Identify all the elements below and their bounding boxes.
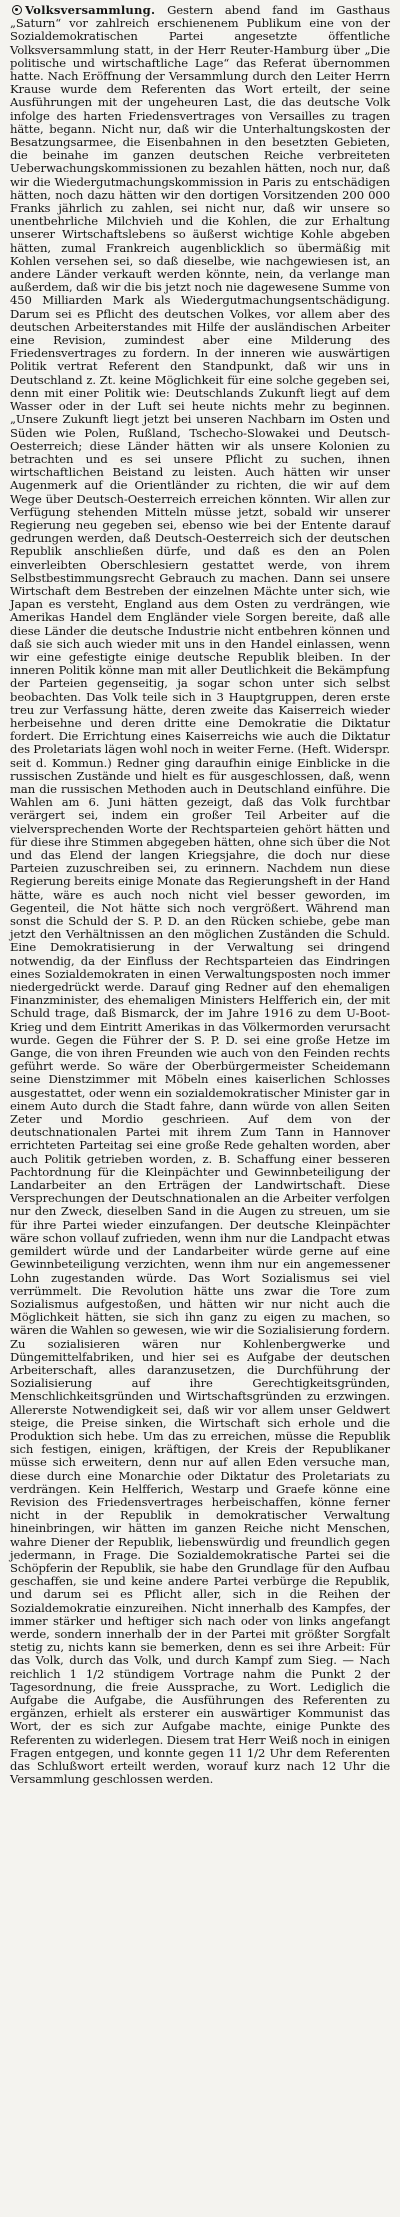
article-headline: Volksversammlung.: [25, 3, 156, 17]
article-body: Gestern abend fand im Gasthaus „Saturn“ vor zahlreich erschienenem Publikum eine von der Sozialdemokratischen Partei angesetzte öffentliche Volksversammlung statt, in der Herr Reuter-Hamburg über „Die politische und wirtschaftliche Lage“ das Referat übernommen hatte. Nach Eröffnung der Versammlung durch den Leiter Herrn Krause wurde dem Referenten das Wort erteilt, der seine Ausführungen mit der ungeheuren Last, die das deutsche Volk infolge des harten Friedensvertrages von Versailles zu tragen hätte, begann. Nicht nur, daß wir die Unterhaltungskosten der Besatzungsarmee, die Eisenbahnen in den besetzten Gebieten, die beinahe im ganzen deutschen Reiche verbreiteten Ueberwachungskommissionen zu bezahlen hätten, noch nur, daß wir die Wiedergutmachungskommission in Paris zu entschädigen hätten, noch dazu hätten wir den dortigen Vorsitzenden 200 000 Franks jährlich zu zahlen, sei nicht nur, daß wir unsere so unentbehrliche Milchvieh und die Kohlen, die zur Erhaltung unserer Wirtschaftslebens so äußerst wichtige Kohle abgeben hätten, zumal Frankreich augenblicklich so übermäßig mit Kohlen versehen sei, so daß dieselbe, wie nachgewiesen ist, an andere Länder verkauft werden könnte, nein, da verlange man außerdem, daß wir die bis jetzt noch nie dagewesene Summe von 450 Milliarden Mark als Wiedergutmachungsentschädigung. Darum sei es Pflicht des deutschen Volkes, vor allem aber des deutschen Arbeiterstandes mit Hilfe der ausländischen Arbeiter eine Revision, zumindest aber eine Milderung des Friedensvertrages zu fordern. In der inneren wie auswärtigen Politik vertrat Referent den Standpunkt, daß wir uns in Deutschland z. Zt. keine Möglichkeit für eine solche gegeben sei, denn mit einer Politik wie: Deutschlands Zukunft liegt auf dem Wasser oder in der Luft sei heute nichts mehr zu beginnen. „Unsere Zukunft liegt jetzt bei unseren Nachbarn im Osten und Süden wie Polen, Rußland, Tschecho-Slowakei und Deutsch-Oesterreich; diese Länder hätten wir als unsere Kolonien zu betrachten und es sei unsere Pflicht zu suchen, ihnen wirtschaftlichen Beistand zu leisten. Auch hätten wir unser Augenmerk auf die Orientländer zu richten, die wir auf dem Wege über Deutsch-Oesterreich erreichen könnten. Wir allen zur Verfügung stehenden Mitteln müsse jetzt, sobald wir unserer Regierung neu gegeben sei, ebenso wie bei der Entente darauf gedrungen werden, daß Deutsch-Oesterreich sich der deutschen Republik anschließen dürfe, und daß es den an Polen einverleibten Oberschlesiern gestattet werde, von ihrem Selbstbestimmungsrecht Gebrauch zu machen. Dann sei unsere Wirtschaft dem Bestreben der einzelnen Mächte unter sich, wie Japan es versteht, England aus dem Osten zu verdrängen, wie Amerikas Handel dem Engländer viele Sorgen bereite, daß alle diese Länder die deutsche Industrie nicht entbehren können und daß sie sich auch wieder mit uns in den Handel einlassen, wenn wir eine gefestigte einige deutsche Republik bleiben. In der inneren Politik könne man mit aller Deutlichkeit die Bekämpfung der Parteien gegenseitig, ja sogar schon unter sich selbst beobachten. Das Volk teile sich in 3 Hauptgruppen, deren erste treu zur Verfassung hätte, deren zweite das Kaiserreich wieder herbeisehne und deren dritte eine Demokratie die Diktatur fordert. Die Errichtung eines Kaiserreichs wie auch die Diktatur des Proletariats lägen wohl noch in weiter Ferne. (Heft. Widerspr. seit d. Kommun.) Redner ging daraufhin einige Einblicke in die russischen Zustände und hielt es für ausgeschlossen, daß, wenn man die russischen Methoden auch in Deutschland einführe. Die Wahlen am 6. Juni hätten gezeigt, daß das Volk furchtbar verärgert sei, indem ein großer Teil Arbeiter auf die vielversprechenden Worte der Rechtsparteien gehört hätten und für diese ihre Stimmen abgegeben hätten, ohne sich über die Not und das Elend der langen Kriegsjahre, die doch nur diese Parteien zuzuschreiben sei, zu erinnern. Nachdem nun diese Regierung bereits einige Monate das Regierungsheft in der Hand hätte, wäre es auch noch nicht viel besser geworden, im Gegenteil, die Not hätte sich noch vergrößert. Während man sonst die Schuld der S. P. D. an den Rücken schiebe, gebe man jetzt den Verhältnissen an den möglichen Zuständen die Schuld. Eine Demokratisierung in der Verwaltung sei dringend notwendig, da der Einfluss der Rechtsparteien das Eindringen eines Sozialdemokraten in einen Verwaltungsposten noch immer niedergedrückt werde. Darauf ging Redner auf den ehemaligen Finanzminister, des ehemaligen Ministers Helfferich ein, der mit Schuld trage, daß Bismarck, der im Jahre 1916 zu dem U-Boot-Krieg und dem Eintritt Amerikas in das Völkermorden verursacht wurde. Gegen die Führer der S. P. D. sei eine große Hetze im Gange, die von ihren Freunden wie auch von den Feinden rechts geführt werde. So wäre der Oberbürgermeister Scheidemann seine Dienstzimmer mit Möbeln eines kaiserlichen Schlosses ausgestattet, oder wenn ein sozialdemokratischer Minister gar in einem Auto durch die Stadt fahre, dann würde von allen Seiten Zeter und Mordio geschrieen. Auf dem von der deutschnationalen Partei mit ihrem Zum Tann in Hannover errichteten Parteitag sei eine große Rede gehalten worden, aber auch Politik getrieben worden, z. B. Schaffung einer besseren Pachtordnung für die Kleinpächter und Gewinnbeteiligung der Landarbeiter an den Erträgen der Landwirtschaft. Diese Versprechungen der Deutschnationalen an die Arbeiter verfolgen nur den Zweck, dieselben Sand in die Augen zu streuen, um sie für ihre Partei wieder einzufangen. Der deutsche Kleinpächter wäre schon vollauf zufrieden, wenn ihm nur die Landpacht etwas gemildert würde und der Landarbeiter würde gerne auf eine Gewinnbeteiligung verzichten, wenn ihm nur ein angemessener Lohn zugestanden würde. Das Wort Sozialismus sei viel verrümmelt. Die Revolution hätte uns zwar die Tore zum Sozialismus aufgestoßen, und hätten wir nur nicht auch die Möglichkeit hätten, sie sich ihn ganz zu eigen zu machen, so wären die Wahlen so gewesen, wie wir die Sozialisierung fordern. Zu sozialisieren wären nur Kohlenbergwerke und Düngemittelfabriken, und hier sei es Aufgabe der deutschen Arbeiterschaft, alles daranzusetzen, die Durchführung der Sozialisierung auf ihre Gerechtigkeitsgründen, Menschlichkeitsgründen und Wirtschaftsgründen zu erzwingen. Allererste Notwendigkeit sei, daß wir vor allem unser Geldwert steige, die Preise sinken, die Wirtschaft sich erhole und die Produktion sich hebe. Um das zu erreichen, müsse die Republik sich festigen, einigen, kräftigen, der Kreis der Republikaner müsse sich erweitern, denn nur auf allen Eden versuche man, diese durch eine Monarchie oder Diktatur des Proletariats zu verdrängen. Kein Helfferich, Westarp und Graefe könne eine Revision des Friedensvertrages herbeischaffen, könne ferner nicht in der Republik in demokratischer Verwaltung hineinbringen, wir hätten im ganzen Reiche nicht Menschen, wahre Diener der Republik, liebenswürdig und freundlich gegen jedermann, in Frage. Die Sozialdemokratische Partei sei die Schöpferin der Republik, sie habe den Grundlage für den Aufbau geschaffen, sie und keine andere Partei verbürge die Republik, und darum sei es Pflicht aller, sich in die Reihen der Sozialdemokratie einzureihen. Nicht innerhalb des Kampfes, der immer stärker und heftiger sich nach oder von links angefangt werde, sondern innerhalb der in der Partei mit größter Sorgfalt stetig zu, nichts kann sie bemerken, denn es sei ihre Arbeit: Für das Volk, durch das Volk, und durch Kampf zum Sieg. — Nach reichlich 1 1/2 stündigem Vortrage nahm die Punkt 2 der Tagesordnung, die freie Aussprache, zu Wort. Lediglich die Aufgabe die Aufgabe, die Ausführungen des Referenten zu ergänzen, erhielt als ersterer ein auswärtiger Kommunist das Wort, der es sich zur Aufgabe machte, einige Punkte des Referenten zu widerlegen. Diesem trat Herr Weiß noch in einigen Fragen entgegen, und konnte gegen 11 1/2 Uhr dem Referenten das Schlußwort erteilt werden, worauf kurz nach 12 Uhr die Versammlung geschlossen werden.: [10, 3, 390, 1787]
article-paragraph: [10, 4, 390, 1786]
article-header: [10, 3, 167, 17]
bullet-circle-icon: [12, 5, 22, 15]
